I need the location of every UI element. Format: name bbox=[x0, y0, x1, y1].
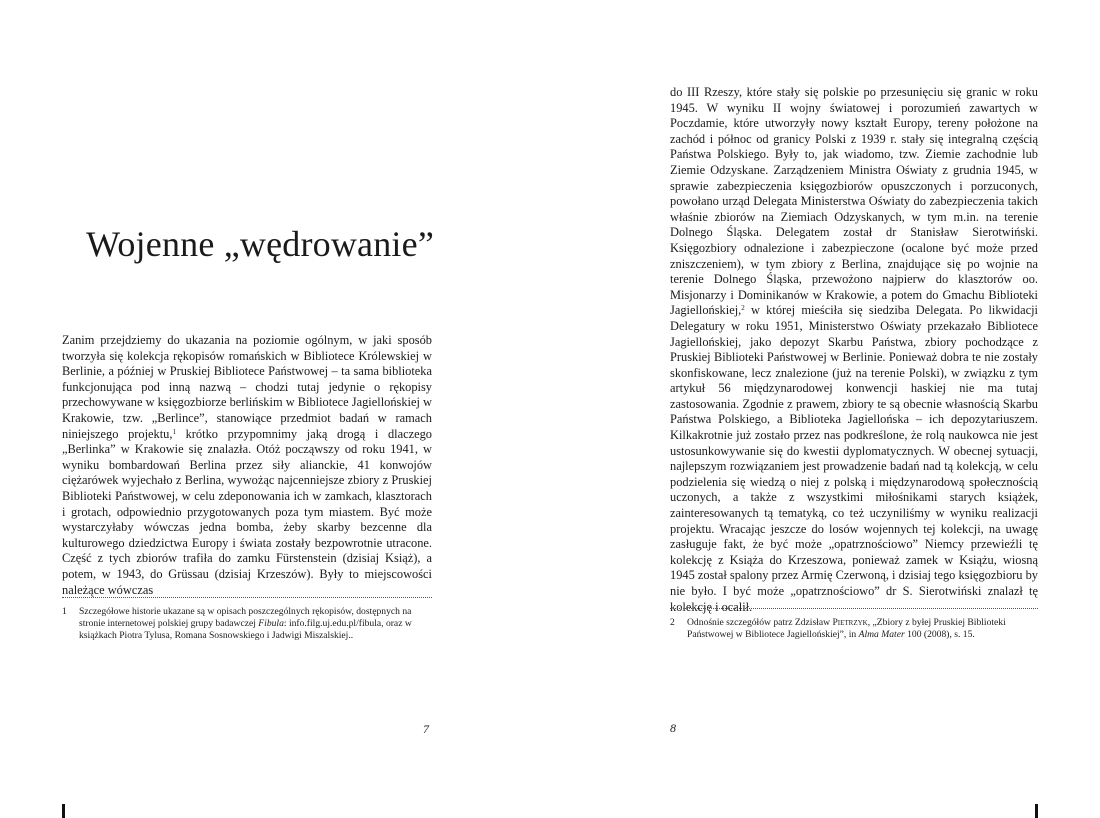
left-body-text-b: krótko przypomnimy jaką drogą i dlaczego „Berlinka” w Krakowie się znalazła. Otóż począwszy od roku 1941, w wyniku bombardowań Berlina przez siły alianckie, 41 konwojów ciężarówek wyjechało z Berlina, wywożąc najcenniejsze zbiory z Pruskiej Biblioteki Państwowej, w celu zdeponowania ich w zamkach, klasztorach i grotach, odpowiednio przygotowanych poza tym miastem. Być może wystarczyłaby wówczas jedna bomba, żeby skarby bezcenne dla kulturowego dziedzictwa Europy i świata zostały bezpowrotnie utracone. Część z tych zbiorów trafiła do zamku Fürstenstein (dzisiaj Książ), a potem, w 1943, do Grüssau (dzisiaj Krzeszów). Były to miejscowości należące wówczas bbox=[62, 426, 432, 597]
footnote-text bbox=[687, 617, 1040, 641]
left-body-text-a: Zanim przejdziemy do ukazania na poziomie ogólnym, w jaki sposób tworzyła się kolekcja rękopisów romańskich w Bibliotece Królewskiej w Berlinie, a później w Pruskiej Bibliotece Państwowej – ta sama biblioteka funkcjonująca pod inną nazwą – chodzi tutaj jedynie o rękopisy przechowywane w księgozbiorze berlińskim w Bibliotece Jagiellońskiej w Krakowie, tzw. „Berlince”, stanowiące przedmiot badań w ramach niniejszego projektu, bbox=[62, 333, 432, 441]
left-body-paragraph bbox=[62, 333, 432, 598]
crop-mark-left bbox=[62, 804, 65, 818]
footnote-number: 2 bbox=[670, 617, 675, 628]
footnote-journal: Fibula bbox=[258, 618, 284, 630]
right-body-paragraph bbox=[670, 85, 1038, 615]
left-body-column bbox=[62, 333, 432, 598]
footnote-ref-1: 1 bbox=[172, 427, 176, 436]
footnote-text-b: : info.filg.uj.edu.pl/fibula, oraz w książkach Piotra Tylusa, Romana Sosnowskiego i Jadwigi Miszalskiej.. bbox=[79, 618, 412, 642]
right-body-text-b: w której mieściła się siedziba Delegata. Po likwidacji Delegatury w roku 1951, Ministerstwo Oświaty przekazało Bibliotece Jagiellońskiej, jako depozyt Skarbu Państwa, zbiory pochodzące z Pruskiej Biblioteki Państwowej w Berlinie. Ponieważ dobra te nie zostały skonfiskowane, lecz znalezione (już na terenie Polski), w związku z tym artykuł 56 międzynarodowej konwencji haskiej nie ma tutaj zastosowania. Zgodnie z prawem, zbiory te są obecnie własnością Skarbu Państwa Polskiego, a Biblioteka Jagiellońska – ich depozytariuszem. Kilkakrotnie już zostało przez nas podkreślone, że rolą naukowca nie jest ustosunkowywanie się do kwestii dyplomatycznych. W obecnej sytuacji, najlepszym rozwiązaniem jest prowadzenie badań nad tą kolekcją, w celu podzielenia się wiedzą o niej z polską i międzynarodową społecznością uczonych, a także z wszystkimi miłośnikami starych książek, zainteresowanych tą tematyką, co też uczyniliśmy w wyniku realizacji projektu. Wracając jeszcze do losów wojennych tej kolekcji, na uwagę zasługuje fakt, że być może „opatrznościowo” Niemcy przewieźli tę kolekcję z Książa do Krzeszowa, ponieważ zamek w Książu, wiosną 1945 został spalony przez Armię Czerwoną, i dzisiaj tego księgozbioru by nie było. I być może „opatrznościowo” dr S. Sierotwiński znalazł tę kolekcję i ocalił. bbox=[670, 303, 1038, 614]
footnote-author: Pietrzyk bbox=[832, 617, 868, 628]
right-body-text-a: do III Rzeszy, które stały się polskie po przesunięciu się granic w roku 1945. W wyniku II wojny światowej i porozumień zawartych w Poczdamie, które utworzyły nowy kształt Europy, tereny położone na zachód i północ od granicy Polski z 1939 r. stały się integralną częścią Państwa Polskiego. Były to, jak wiadomo, tzw. Ziemie zachodnie lub Ziemie Odzyskane. Zarządzeniem Ministra Oświaty z grudnia 1945, w sprawie zabezpieczenia księgozbiorów opuszczonych i porzuconych, powołano urząd Delegata Ministerstwa Oświaty do zabezpieczenia takich właśnie zbiorów na Ziemiach Odzyskanych, w tym m.in. na terenie Dolnego Śląska. Delegatem został dr Stanisław Sierotwiński. Księgozbiory odnalezione i zabezpieczone (ocalone być może przed zniszczeniem), w tym zbiory z Berlina, znajdujące się po wojnie na terenie Dolnego Śląska, przewożono najpierw do klasztorów oo. Misjonarzy i Dominikanów w Krakowie, a potem do Gmachu Biblioteki Jagiellońskiej, bbox=[670, 85, 1038, 318]
page-number-left: 7 bbox=[423, 722, 429, 736]
footnote-ref-2: 2 bbox=[741, 304, 745, 313]
footnote-text-b: , „Zbiory z byłej Pruskiej Biblioteki Państwowej w Bibliotece Jagiellońskiej”, in bbox=[687, 617, 1006, 641]
footnote-separator-right bbox=[670, 608, 1038, 609]
footnote-text-a: Szczegółowe historie ukazane są w opisach poszczególnych rękopisów, dostępnych na stronie internetowej polskiej grupy badawczej bbox=[79, 606, 412, 630]
footnote-number: 1 bbox=[62, 606, 67, 617]
footnote-separator-left bbox=[62, 597, 432, 598]
footnote-2 bbox=[670, 617, 1040, 641]
chapter-title: Wojenne „wędrowanie” bbox=[86, 224, 434, 264]
footnote-text bbox=[79, 606, 434, 643]
right-body-column bbox=[670, 85, 1038, 615]
footnote-1 bbox=[62, 606, 434, 643]
footnote-text-a: Odnośnie szczegółów patrz Zdzisław bbox=[687, 617, 833, 628]
footnote-journal: Alma Mater bbox=[858, 629, 905, 641]
footnote-text-c: 100 (2008), s. 15. bbox=[904, 629, 975, 641]
crop-mark-right bbox=[1035, 804, 1038, 818]
page-number-right: 8 bbox=[670, 721, 676, 735]
